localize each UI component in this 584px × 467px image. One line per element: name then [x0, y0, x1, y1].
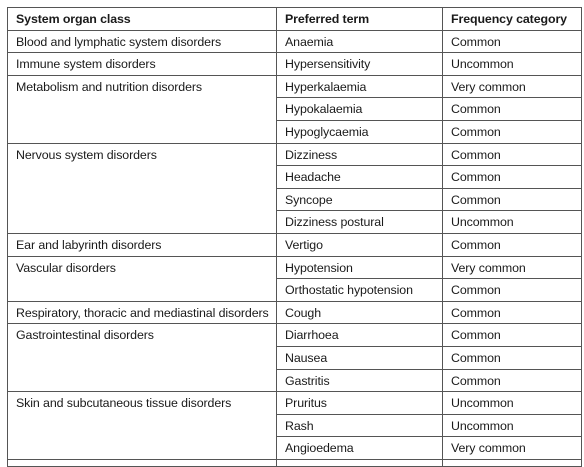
preferred-term-cell: Nausea [277, 346, 443, 369]
preferred-term-cell: Vertigo [277, 233, 443, 256]
system-organ-class-cell: Ear and labyrinth disorders [8, 233, 277, 256]
frequency-category-cell: Common [443, 233, 582, 256]
preferred-term-cell: Dizziness [277, 143, 443, 166]
table-row [8, 143, 582, 166]
adverse-reactions-table-container [7, 7, 581, 467]
table-row [8, 324, 582, 347]
frequency-category-cell: Uncommon [443, 211, 582, 234]
frequency-category-cell: Uncommon [443, 392, 582, 415]
table-row [8, 233, 582, 256]
preferred-term-cell: Cough [277, 301, 443, 324]
header-system-organ-class: System organ class [8, 8, 277, 31]
table-row [8, 392, 582, 415]
table-body [8, 30, 582, 466]
system-organ-class-cell: Immune system disorders [8, 53, 277, 76]
preferred-term-cell: Diarrhoea [277, 324, 443, 347]
system-organ-class-cell: Gastrointestinal disorders [8, 324, 277, 392]
frequency-category-cell: Common [443, 166, 582, 189]
frequency-category-cell: Common [443, 30, 582, 53]
frequency-category-cell: Common [443, 279, 582, 302]
table-header [8, 8, 582, 31]
preferred-term-cell: Anaemia [277, 30, 443, 53]
system-organ-class-cell: Metabolism and nutrition disorders [8, 75, 277, 143]
preferred-term-cell: Headache [277, 166, 443, 189]
frequency-category-cell: Common [443, 301, 582, 324]
frequency-category-cell: Very common [443, 75, 582, 98]
system-organ-class-cell: Vascular disorders [8, 256, 277, 301]
table-row [8, 30, 582, 53]
preferred-term-cell: Hyperkalaemia [277, 75, 443, 98]
frequency-category-cell: Common [443, 346, 582, 369]
frequency-category-cell: Very common [443, 437, 582, 460]
table-row [8, 256, 582, 279]
preferred-term-cell: Hypokalaemia [277, 98, 443, 121]
frequency-category-cell: Very common [443, 256, 582, 279]
frequency-category-cell: Common [443, 188, 582, 211]
table-row [8, 75, 582, 98]
frequency-category-cell: Common [443, 98, 582, 121]
adverse-reactions-table [7, 7, 582, 467]
table-row [8, 301, 582, 324]
preferred-term-cell: Dizziness postural [277, 211, 443, 234]
preferred-term-cell: Hypoglycaemia [277, 120, 443, 143]
frequency-category-cell: Common [443, 120, 582, 143]
header-preferred-term: Preferred term [277, 8, 443, 31]
frequency-category-cell: Uncommon [443, 53, 582, 76]
frequency-category-cell: Common [443, 143, 582, 166]
table-row [8, 53, 582, 76]
system-organ-class-cell: Respiratory, thoracic and mediastinal disorders [8, 301, 277, 324]
preferred-term-cell: Syncope [277, 188, 443, 211]
preferred-term-cell: Rash [277, 414, 443, 437]
preferred-term-cell: Angioedema [277, 437, 443, 460]
system-organ-class-cell: Nervous system disorders [8, 143, 277, 233]
preferred-term-cell: Pruritus [277, 392, 443, 415]
header-frequency-category: Frequency category [443, 8, 582, 31]
preferred-term-cell: Hypersensitivity [277, 53, 443, 76]
preferred-term-cell: Orthostatic hypotension [277, 279, 443, 302]
system-organ-class-cell: Skin and subcutaneous tissue disorders [8, 392, 277, 460]
frequency-category-cell: Uncommon [443, 414, 582, 437]
preferred-term-cell: Hypotension [277, 256, 443, 279]
preferred-term-cell: Gastritis [277, 369, 443, 392]
frequency-category-cell: Common [443, 324, 582, 347]
system-organ-class-cell: Blood and lymphatic system disorders [8, 30, 277, 53]
header-row [8, 8, 582, 31]
frequency-category-cell: Common [443, 369, 582, 392]
